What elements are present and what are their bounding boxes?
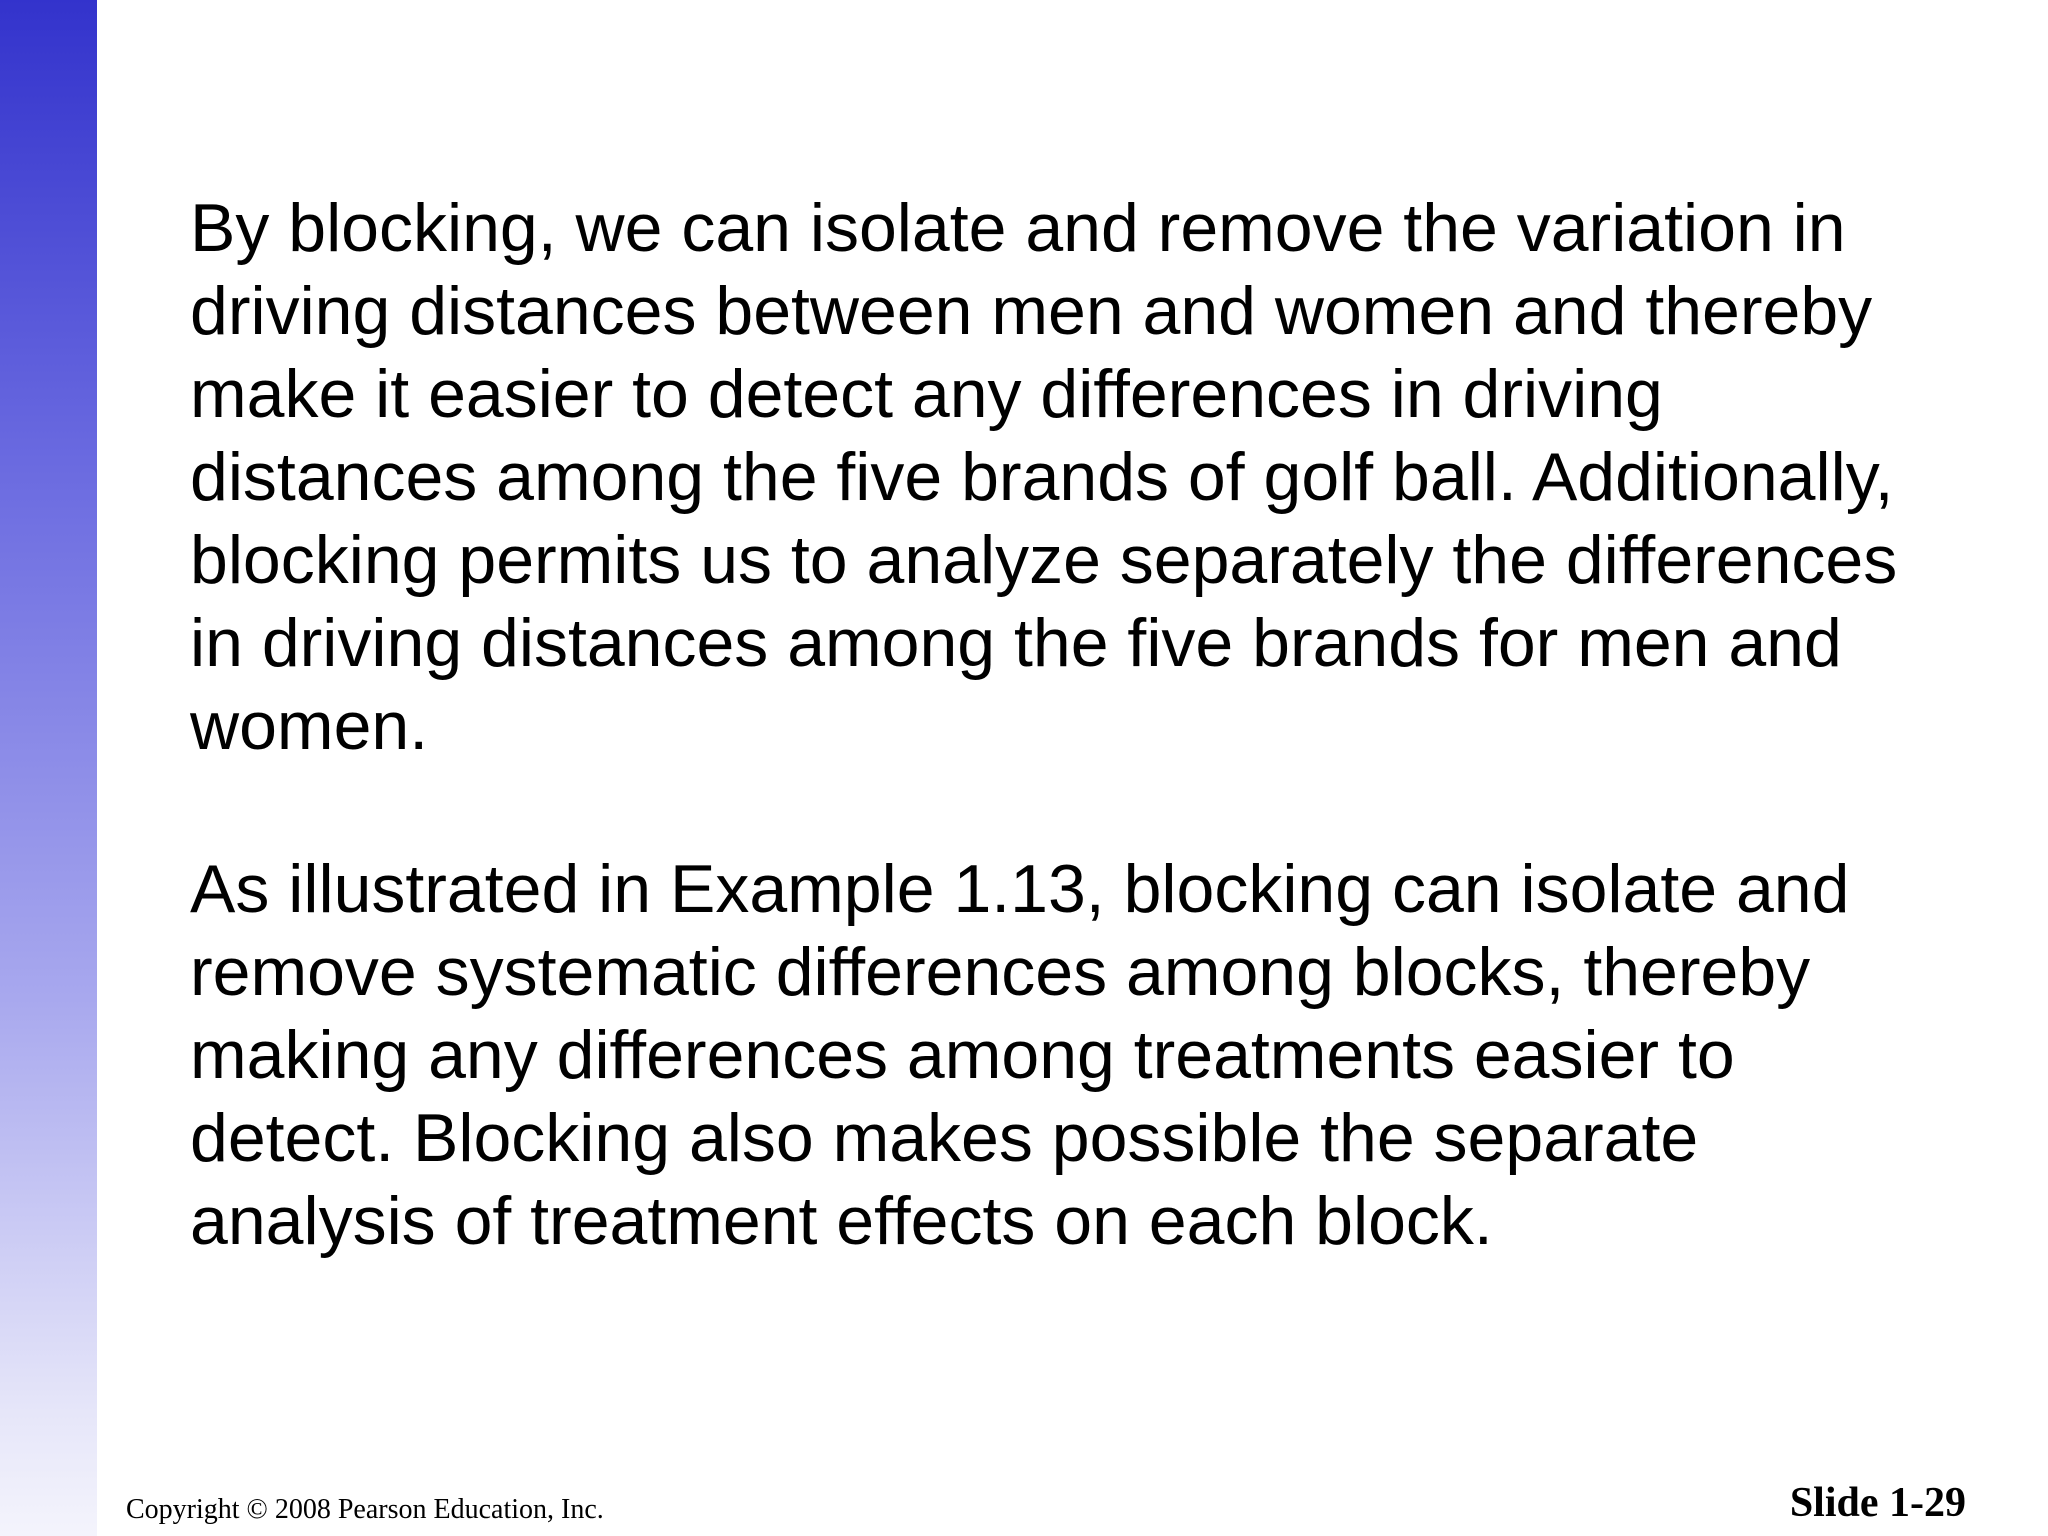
left-accent-bar bbox=[0, 0, 97, 1536]
slide-body bbox=[190, 187, 1980, 1263]
text-line: blocking permits us to analyze separately the differences bbox=[190, 522, 1898, 598]
copyright-notice: Copyright © 2008 Pearson Education, Inc. bbox=[126, 1494, 604, 1525]
text-line: detect. Blocking also makes possible the separate bbox=[190, 1100, 1699, 1176]
paragraph-blocking-summary bbox=[190, 848, 1980, 1263]
text-line: As illustrated in Example 1.13, blocking can isolate and bbox=[190, 851, 1850, 927]
text-line: in driving distances among the five brands for men and bbox=[190, 605, 1842, 681]
text-line: remove systematic differences among blocks, thereby bbox=[190, 934, 1811, 1010]
text-line: women. bbox=[190, 688, 429, 764]
text-line: distances among the five brands of golf ball. Additionally, bbox=[190, 439, 1894, 515]
text-line: By blocking, we can isolate and remove the variation in bbox=[190, 190, 1846, 266]
slide-number: Slide 1-29 bbox=[1789, 1480, 1966, 1526]
paragraph-spacer bbox=[190, 768, 1980, 848]
text-line: analysis of treatment effects on each block. bbox=[190, 1183, 1493, 1259]
text-line: make it easier to detect any differences in driving bbox=[190, 356, 1663, 432]
text-line: making any differences among treatments easier to bbox=[190, 1017, 1735, 1093]
text-line: driving distances between men and women and thereby bbox=[190, 273, 1873, 349]
paragraph-blocking-golf bbox=[190, 187, 1980, 768]
